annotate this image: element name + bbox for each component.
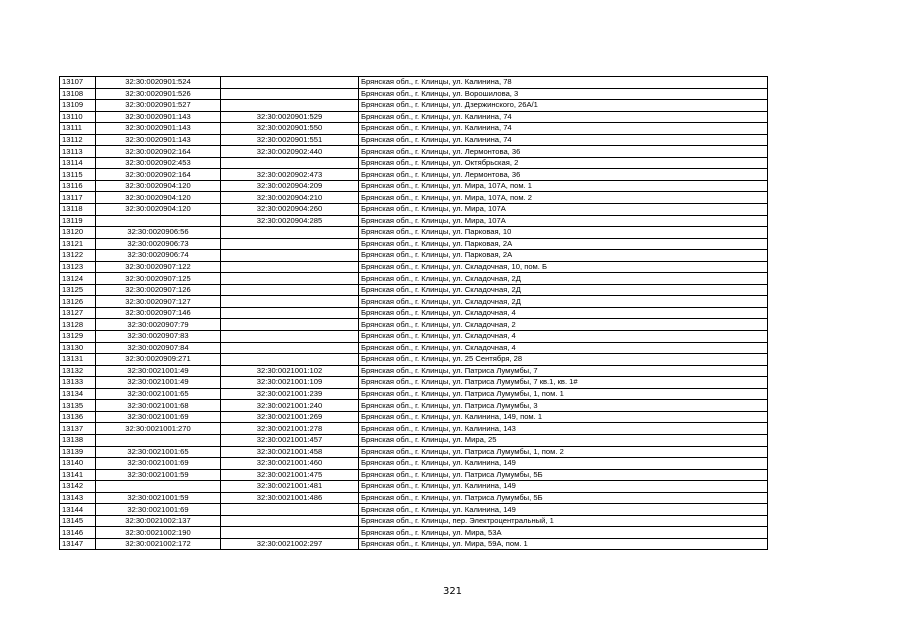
address-cell: Брянская обл., г. Клинцы, ул. Мира, 59А, пом. 1 <box>359 538 768 550</box>
address-cell: Брянская обл., г. Клинцы, ул. Складочная, 4 <box>359 331 768 343</box>
row-number-cell: 13123 <box>60 261 96 273</box>
table-row <box>60 377 768 389</box>
address-cell: Брянская обл., г. Клинцы, ул. Складочная, 10, пом. Б <box>359 261 768 273</box>
building-cadastral-number-cell: 32:30:0021001:457 <box>221 434 359 446</box>
row-number-cell: 13112 <box>60 134 96 146</box>
row-number-cell: 13146 <box>60 527 96 539</box>
row-number-cell: 13136 <box>60 411 96 423</box>
row-number-cell: 13121 <box>60 238 96 250</box>
building-cadastral-number-cell <box>221 527 359 539</box>
table-row <box>60 169 768 181</box>
building-cadastral-number-cell: 32:30:0020901:551 <box>221 134 359 146</box>
address-cell: Брянская обл., г. Клинцы, ул. Патриса Лумумбы, 7 <box>359 365 768 377</box>
row-number-cell: 13145 <box>60 515 96 527</box>
parcel-cadastral-number-cell: 32:30:0020901:526 <box>96 88 221 100</box>
building-cadastral-number-cell: 32:30:0021001:481 <box>221 481 359 493</box>
parcel-cadastral-number-cell: 32:30:0021002:137 <box>96 515 221 527</box>
table-row <box>60 204 768 216</box>
property-table <box>59 76 768 550</box>
table-row <box>60 238 768 250</box>
row-number-cell: 13118 <box>60 204 96 216</box>
parcel-cadastral-number-cell: 32:30:0021001:270 <box>96 423 221 435</box>
address-cell: Брянская обл., г. Клинцы, ул. Патриса Лумумбы, 1, пом. 1 <box>359 388 768 400</box>
table-row <box>60 134 768 146</box>
parcel-cadastral-number-cell: 32:30:0020902:164 <box>96 146 221 158</box>
building-cadastral-number-cell: 32:30:0021001:278 <box>221 423 359 435</box>
building-cadastral-number-cell: 32:30:0021001:475 <box>221 469 359 481</box>
table-row <box>60 227 768 239</box>
address-cell: Брянская обл., г. Клинцы, ул. Патриса Лумумбы, 7 кв.1, кв. 1# <box>359 377 768 389</box>
parcel-cadastral-number-cell: 32:30:0020907:127 <box>96 296 221 308</box>
row-number-cell: 13129 <box>60 331 96 343</box>
address-cell: Брянская обл., г. Клинцы, ул. Калинина, 74 <box>359 134 768 146</box>
row-number-cell: 13140 <box>60 458 96 470</box>
table-row <box>60 469 768 481</box>
building-cadastral-number-cell <box>221 504 359 516</box>
parcel-cadastral-number-cell: 32:30:0020901:143 <box>96 134 221 146</box>
row-number-cell: 13120 <box>60 227 96 239</box>
address-cell: Брянская обл., г. Клинцы, ул. Мира, 25 <box>359 434 768 446</box>
table-row <box>60 423 768 435</box>
building-cadastral-number-cell: 32:30:0020904:285 <box>221 215 359 227</box>
building-cadastral-number-cell <box>221 261 359 273</box>
address-cell: Брянская обл., г. Клинцы, ул. Мира, 107А, пом. 2 <box>359 192 768 204</box>
parcel-cadastral-number-cell: 32:30:0021001:49 <box>96 365 221 377</box>
row-number-cell: 13122 <box>60 250 96 262</box>
row-number-cell: 13114 <box>60 157 96 169</box>
table-row <box>60 77 768 89</box>
row-number-cell: 13113 <box>60 146 96 158</box>
address-cell: Брянская обл., г. Клинцы, ул. Ворошилова, 3 <box>359 88 768 100</box>
row-number-cell: 13108 <box>60 88 96 100</box>
page-number: 321 <box>442 586 463 597</box>
address-cell: Брянская обл., г. Клинцы, ул. Лермонтова, 36 <box>359 146 768 158</box>
table-row <box>60 504 768 516</box>
address-cell: Брянская обл., г. Клинцы, ул. Калинина, 78 <box>359 77 768 89</box>
parcel-cadastral-number-cell: 32:30:0020901:143 <box>96 111 221 123</box>
address-cell: Брянская обл., г. Клинцы, ул. Складочная, 2Д <box>359 296 768 308</box>
table-row <box>60 157 768 169</box>
address-cell: Брянская обл., г. Клинцы, ул. Калинина, 149 <box>359 458 768 470</box>
address-cell: Брянская обл., г. Клинцы, ул. Патриса Лумумбы, 3 <box>359 400 768 412</box>
building-cadastral-number-cell: 32:30:0021001:269 <box>221 411 359 423</box>
building-cadastral-number-cell <box>221 319 359 331</box>
table-row <box>60 100 768 112</box>
parcel-cadastral-number-cell: 32:30:0021001:65 <box>96 446 221 458</box>
address-cell: Брянская обл., г. Клинцы, ул. Складочная, 2Д <box>359 273 768 285</box>
parcel-cadastral-number-cell: 32:30:0020906:56 <box>96 227 221 239</box>
building-cadastral-number-cell: 32:30:0021001:109 <box>221 377 359 389</box>
parcel-cadastral-number-cell: 32:30:0020901:527 <box>96 100 221 112</box>
building-cadastral-number-cell: 32:30:0020901:529 <box>221 111 359 123</box>
row-number-cell: 13109 <box>60 100 96 112</box>
table-row <box>60 192 768 204</box>
row-number-cell: 13137 <box>60 423 96 435</box>
table-row <box>60 354 768 366</box>
parcel-cadastral-number-cell: 32:30:0020904:120 <box>96 180 221 192</box>
row-number-cell: 13111 <box>60 123 96 135</box>
building-cadastral-number-cell: 32:30:0021001:460 <box>221 458 359 470</box>
address-cell: Брянская обл., г. Клинцы, ул. Дзержинского, 26А/1 <box>359 100 768 112</box>
table-row <box>60 365 768 377</box>
parcel-cadastral-number-cell <box>96 481 221 493</box>
parcel-cadastral-number-cell: 32:30:0020907:122 <box>96 261 221 273</box>
table-row <box>60 400 768 412</box>
table-row <box>60 261 768 273</box>
address-cell: Брянская обл., г. Клинцы, ул. Октябрьская, 2 <box>359 157 768 169</box>
building-cadastral-number-cell: 32:30:0021001:239 <box>221 388 359 400</box>
table-row <box>60 123 768 135</box>
parcel-cadastral-number-cell: 32:30:0021001:65 <box>96 388 221 400</box>
address-cell: Брянская обл., г. Клинцы, ул. Мира, 107А, пом. 1 <box>359 180 768 192</box>
parcel-cadastral-number-cell: 32:30:0021001:49 <box>96 377 221 389</box>
table-row <box>60 538 768 550</box>
row-number-cell: 13128 <box>60 319 96 331</box>
table-row <box>60 527 768 539</box>
building-cadastral-number-cell <box>221 515 359 527</box>
address-cell: Брянская обл., г. Клинцы, ул. Лермонтова, 36 <box>359 169 768 181</box>
building-cadastral-number-cell <box>221 100 359 112</box>
parcel-cadastral-number-cell: 32:30:0020906:74 <box>96 250 221 262</box>
row-number-cell: 13133 <box>60 377 96 389</box>
building-cadastral-number-cell <box>221 273 359 285</box>
building-cadastral-number-cell: 32:30:0021001:240 <box>221 400 359 412</box>
parcel-cadastral-number-cell: 32:30:0020904:120 <box>96 204 221 216</box>
parcel-cadastral-number-cell: 32:30:0020907:84 <box>96 342 221 354</box>
parcel-cadastral-number-cell: 32:30:0021001:69 <box>96 458 221 470</box>
table-row <box>60 342 768 354</box>
row-number-cell: 13116 <box>60 180 96 192</box>
address-cell: Брянская обл., г. Клинцы, ул. Парковая, 10 <box>359 227 768 239</box>
table-row <box>60 492 768 504</box>
building-cadastral-number-cell: 32:30:0021001:458 <box>221 446 359 458</box>
row-number-cell: 13115 <box>60 169 96 181</box>
row-number-cell: 13124 <box>60 273 96 285</box>
building-cadastral-number-cell <box>221 331 359 343</box>
parcel-cadastral-number-cell: 32:30:0020907:146 <box>96 307 221 319</box>
row-number-cell: 13110 <box>60 111 96 123</box>
parcel-cadastral-number-cell: 32:30:0020902:453 <box>96 157 221 169</box>
row-number-cell: 13138 <box>60 434 96 446</box>
row-number-cell: 13142 <box>60 481 96 493</box>
row-number-cell: 13135 <box>60 400 96 412</box>
building-cadastral-number-cell <box>221 238 359 250</box>
table-row <box>60 434 768 446</box>
table-row <box>60 180 768 192</box>
table-row <box>60 111 768 123</box>
row-number-cell: 13132 <box>60 365 96 377</box>
row-number-cell: 13126 <box>60 296 96 308</box>
table-row <box>60 307 768 319</box>
parcel-cadastral-number-cell: 32:30:0020907:79 <box>96 319 221 331</box>
table-row <box>60 215 768 227</box>
table-row <box>60 273 768 285</box>
building-cadastral-number-cell <box>221 227 359 239</box>
parcel-cadastral-number-cell: 32:30:0021001:69 <box>96 504 221 516</box>
building-cadastral-number-cell: 32:30:0021001:102 <box>221 365 359 377</box>
parcel-cadastral-number-cell: 32:30:0020904:120 <box>96 192 221 204</box>
building-cadastral-number-cell <box>221 284 359 296</box>
parcel-cadastral-number-cell: 32:30:0020901:524 <box>96 77 221 89</box>
parcel-cadastral-number-cell <box>96 215 221 227</box>
address-cell: Брянская обл., г. Клинцы, ул. Парковая, 2А <box>359 250 768 262</box>
row-number-cell: 13144 <box>60 504 96 516</box>
address-cell: Брянская обл., г. Клинцы, ул. Калинина, 149 <box>359 504 768 516</box>
row-number-cell: 13141 <box>60 469 96 481</box>
building-cadastral-number-cell: 32:30:0020902:473 <box>221 169 359 181</box>
building-cadastral-number-cell: 32:30:0020904:210 <box>221 192 359 204</box>
building-cadastral-number-cell: 32:30:0020904:260 <box>221 204 359 216</box>
table-row <box>60 388 768 400</box>
row-number-cell: 13139 <box>60 446 96 458</box>
parcel-cadastral-number-cell <box>96 434 221 446</box>
parcel-cadastral-number-cell: 32:30:0021001:69 <box>96 411 221 423</box>
parcel-cadastral-number-cell: 32:30:0020906:73 <box>96 238 221 250</box>
address-cell: Брянская обл., г. Клинцы, ул. Мира, 107А <box>359 204 768 216</box>
address-cell: Брянская обл., г. Клинцы, ул. Патриса Лумумбы, 5Б <box>359 492 768 504</box>
building-cadastral-number-cell: 32:30:0021001:486 <box>221 492 359 504</box>
table-row <box>60 446 768 458</box>
table-row <box>60 250 768 262</box>
table-row <box>60 146 768 158</box>
building-cadastral-number-cell: 32:30:0021002:297 <box>221 538 359 550</box>
table-row <box>60 411 768 423</box>
table-row <box>60 88 768 100</box>
row-number-cell: 13130 <box>60 342 96 354</box>
table-row <box>60 284 768 296</box>
row-number-cell: 13107 <box>60 77 96 89</box>
address-cell: Брянская обл., г. Клинцы, ул. Калинина, 149 <box>359 481 768 493</box>
address-cell: Брянская обл., г. Клинцы, ул. Складочная, 2Д <box>359 284 768 296</box>
parcel-cadastral-number-cell: 32:30:0021002:190 <box>96 527 221 539</box>
address-cell: Брянская обл., г. Клинцы, ул. Калинина, 143 <box>359 423 768 435</box>
parcel-cadastral-number-cell: 32:30:0021001:68 <box>96 400 221 412</box>
table-row <box>60 331 768 343</box>
address-cell: Брянская обл., г. Клинцы, ул. Патриса Лумумбы, 1, пом. 2 <box>359 446 768 458</box>
parcel-cadastral-number-cell: 32:30:0021001:59 <box>96 492 221 504</box>
building-cadastral-number-cell <box>221 77 359 89</box>
building-cadastral-number-cell <box>221 307 359 319</box>
row-number-cell: 13125 <box>60 284 96 296</box>
row-number-cell: 13134 <box>60 388 96 400</box>
property-table-body <box>60 77 768 550</box>
table-row <box>60 319 768 331</box>
address-cell: Брянская обл., г. Клинцы, пер. Электроцентральный, 1 <box>359 515 768 527</box>
parcel-cadastral-number-cell: 32:30:0020909:271 <box>96 354 221 366</box>
table-row <box>60 481 768 493</box>
table-row <box>60 515 768 527</box>
building-cadastral-number-cell: 32:30:0020902:440 <box>221 146 359 158</box>
address-cell: Брянская обл., г. Клинцы, ул. Мира, 107А <box>359 215 768 227</box>
row-number-cell: 13117 <box>60 192 96 204</box>
row-number-cell: 13131 <box>60 354 96 366</box>
parcel-cadastral-number-cell: 32:30:0020907:126 <box>96 284 221 296</box>
building-cadastral-number-cell <box>221 157 359 169</box>
building-cadastral-number-cell <box>221 342 359 354</box>
parcel-cadastral-number-cell: 32:30:0021002:172 <box>96 538 221 550</box>
address-cell: Брянская обл., г. Клинцы, ул. Калинина, 149, пом. 1 <box>359 411 768 423</box>
row-number-cell: 13143 <box>60 492 96 504</box>
building-cadastral-number-cell: 32:30:0020904:209 <box>221 180 359 192</box>
address-cell: Брянская обл., г. Клинцы, ул. Складочная, 4 <box>359 307 768 319</box>
address-cell: Брянская обл., г. Клинцы, ул. Калинина, 74 <box>359 111 768 123</box>
building-cadastral-number-cell <box>221 354 359 366</box>
address-cell: Брянская обл., г. Клинцы, ул. 25 Сентября, 28 <box>359 354 768 366</box>
table-row <box>60 458 768 470</box>
row-number-cell: 13119 <box>60 215 96 227</box>
address-cell: Брянская обл., г. Клинцы, ул. Складочная, 4 <box>359 342 768 354</box>
building-cadastral-number-cell: 32:30:0020901:550 <box>221 123 359 135</box>
address-cell: Брянская обл., г. Клинцы, ул. Калинина, 74 <box>359 123 768 135</box>
parcel-cadastral-number-cell: 32:30:0020907:83 <box>96 331 221 343</box>
parcel-cadastral-number-cell: 32:30:0021001:59 <box>96 469 221 481</box>
building-cadastral-number-cell <box>221 296 359 308</box>
parcel-cadastral-number-cell: 32:30:0020902:164 <box>96 169 221 181</box>
parcel-cadastral-number-cell: 32:30:0020907:125 <box>96 273 221 285</box>
address-cell: Брянская обл., г. Клинцы, ул. Патриса Лумумбы, 5Б <box>359 469 768 481</box>
address-cell: Брянская обл., г. Клинцы, ул. Мира, 53А <box>359 527 768 539</box>
parcel-cadastral-number-cell: 32:30:0020901:143 <box>96 123 221 135</box>
building-cadastral-number-cell <box>221 250 359 262</box>
building-cadastral-number-cell <box>221 88 359 100</box>
table-row <box>60 296 768 308</box>
row-number-cell: 13127 <box>60 307 96 319</box>
address-cell: Брянская обл., г. Клинцы, ул. Складочная, 2 <box>359 319 768 331</box>
row-number-cell: 13147 <box>60 538 96 550</box>
address-cell: Брянская обл., г. Клинцы, ул. Парковая, 2А <box>359 238 768 250</box>
